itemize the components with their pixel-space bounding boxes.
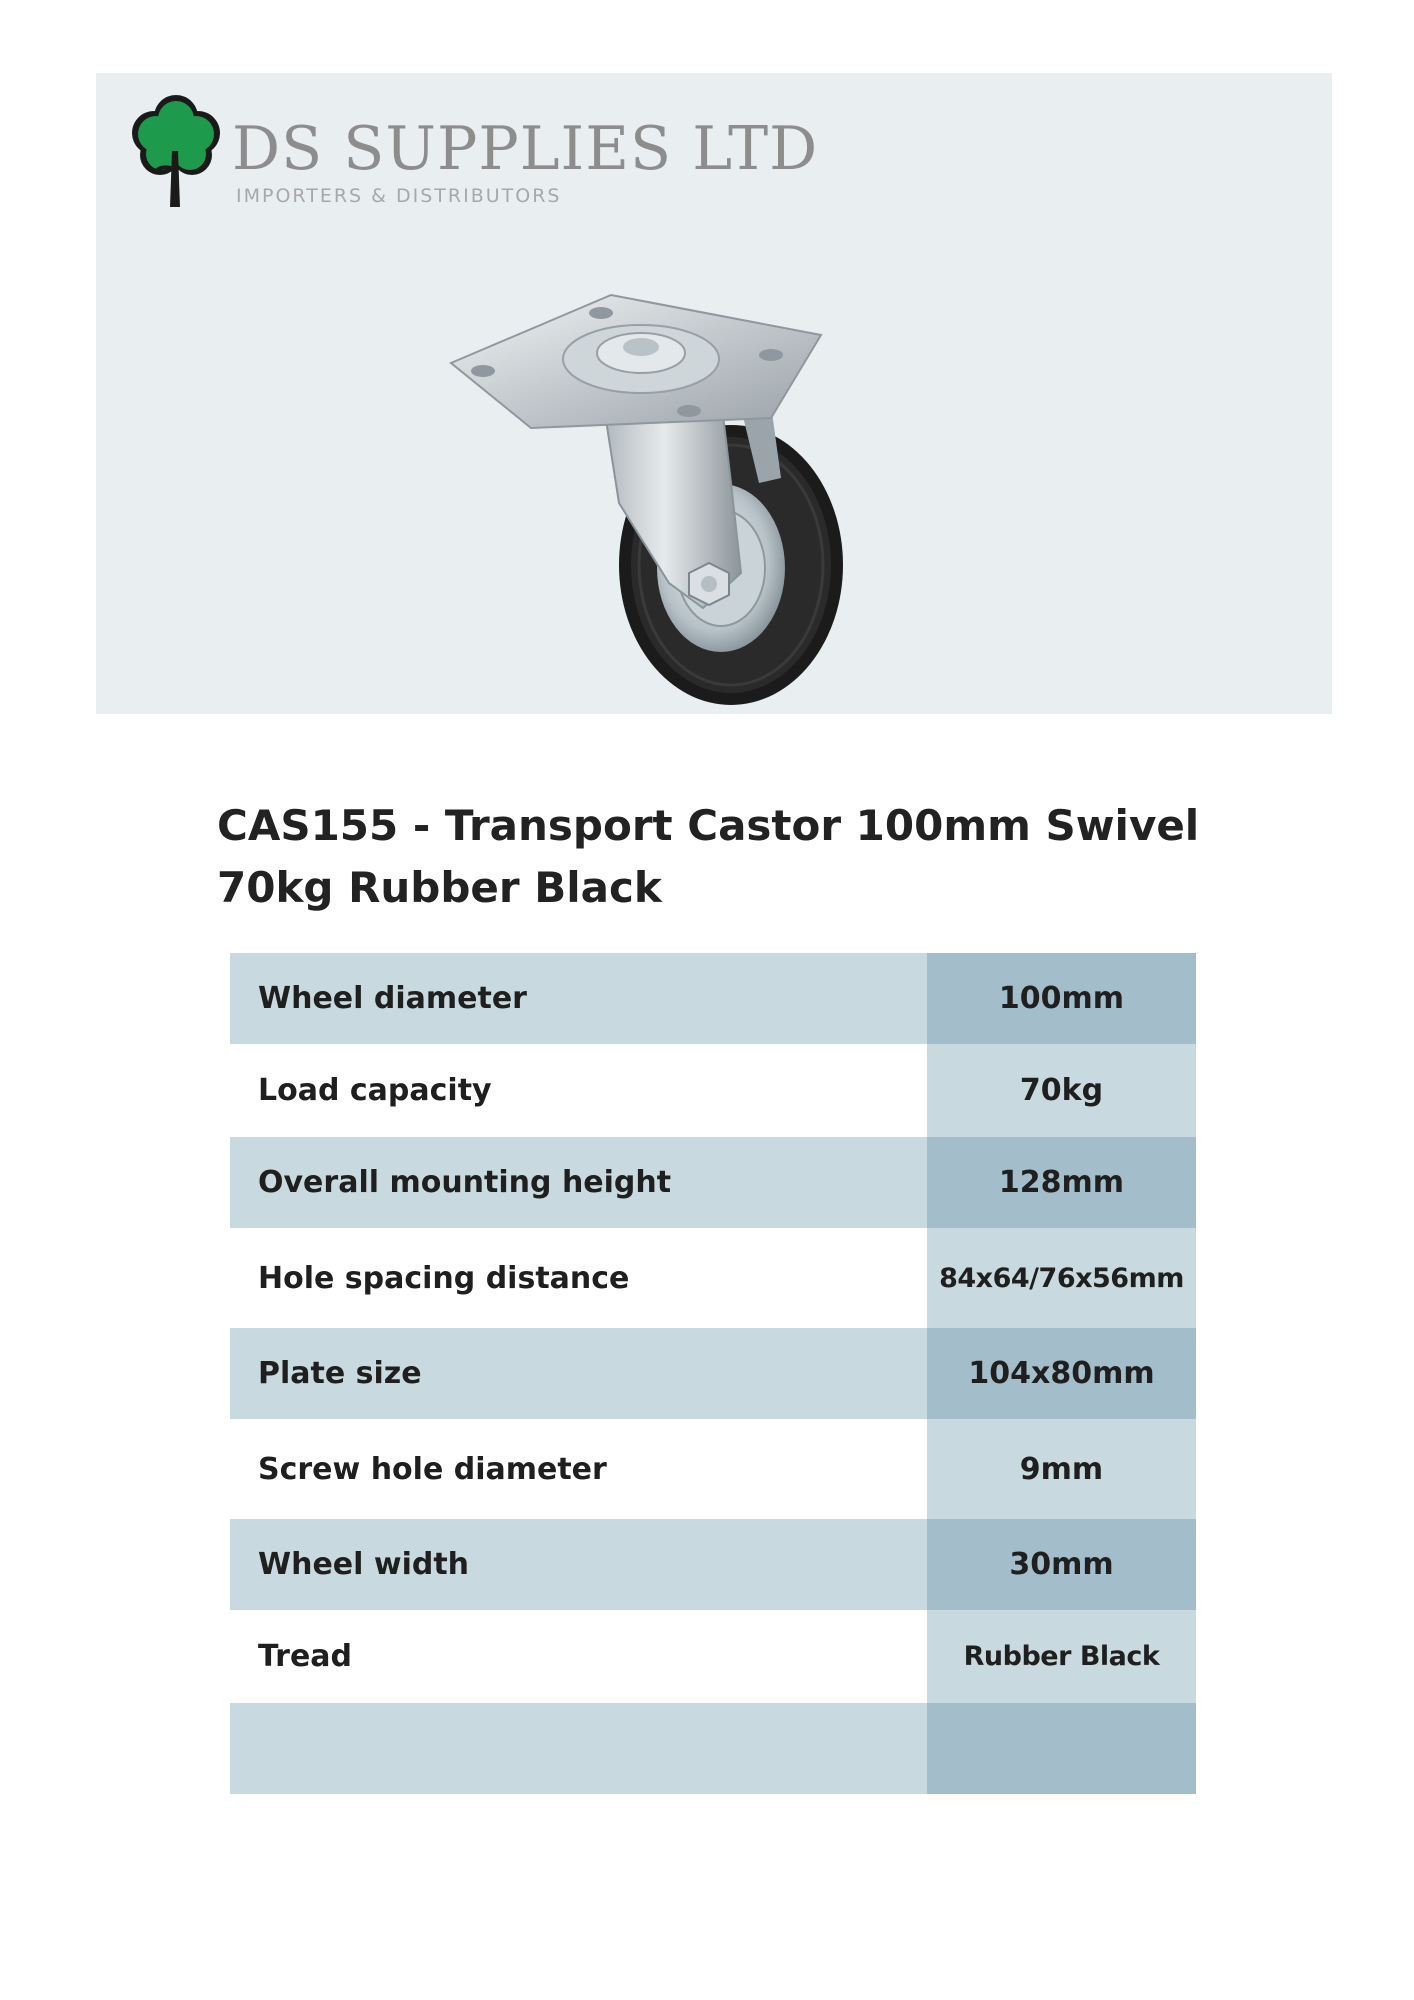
spec-row: [230, 1519, 1196, 1610]
spec-row: [230, 953, 1196, 1044]
spec-table: [230, 953, 1196, 1794]
company-name: DS SUPPLIES LTD: [232, 114, 819, 184]
spec-value: 84x64/76x56mm: [927, 1228, 1196, 1328]
spec-row: [230, 1137, 1196, 1228]
spec-value: 9mm: [927, 1419, 1196, 1519]
spec-value: 70kg: [927, 1044, 1196, 1137]
spec-row: [230, 1703, 1196, 1794]
spec-label: Plate size: [230, 1328, 927, 1419]
spec-label: Screw hole diameter: [230, 1419, 927, 1519]
spec-label: Tread: [230, 1610, 927, 1703]
swivel-castor-image: [441, 223, 921, 708]
spec-value: 128mm: [927, 1137, 1196, 1228]
tree-logo-icon: [114, 81, 234, 211]
product-hero: [96, 73, 1332, 714]
product-title: CAS155 - Transport Castor 100mm Swivel 70kg Rubber Black: [217, 801, 1200, 912]
spec-value: Rubber Black: [927, 1610, 1196, 1703]
spec-label: Wheel width: [230, 1519, 927, 1610]
spec-label: Hole spacing distance: [230, 1228, 927, 1328]
spec-label: Wheel diameter: [230, 953, 927, 1044]
spec-label: Load capacity: [230, 1044, 927, 1137]
spec-row: [230, 1610, 1196, 1703]
spec-value: 100mm: [927, 953, 1196, 1044]
spec-value: 104x80mm: [927, 1328, 1196, 1419]
spec-value: [927, 1703, 1196, 1794]
spec-value: 30mm: [927, 1519, 1196, 1610]
spec-row: [230, 1228, 1196, 1328]
spec-row: [230, 1044, 1196, 1137]
spec-label: [230, 1703, 927, 1794]
spec-row: [230, 1419, 1196, 1519]
company-logo: [114, 81, 819, 221]
spec-label: Overall mounting height: [230, 1137, 927, 1228]
spec-row: [230, 1328, 1196, 1419]
company-tagline: IMPORTERS & DISTRIBUTORS: [236, 185, 562, 207]
